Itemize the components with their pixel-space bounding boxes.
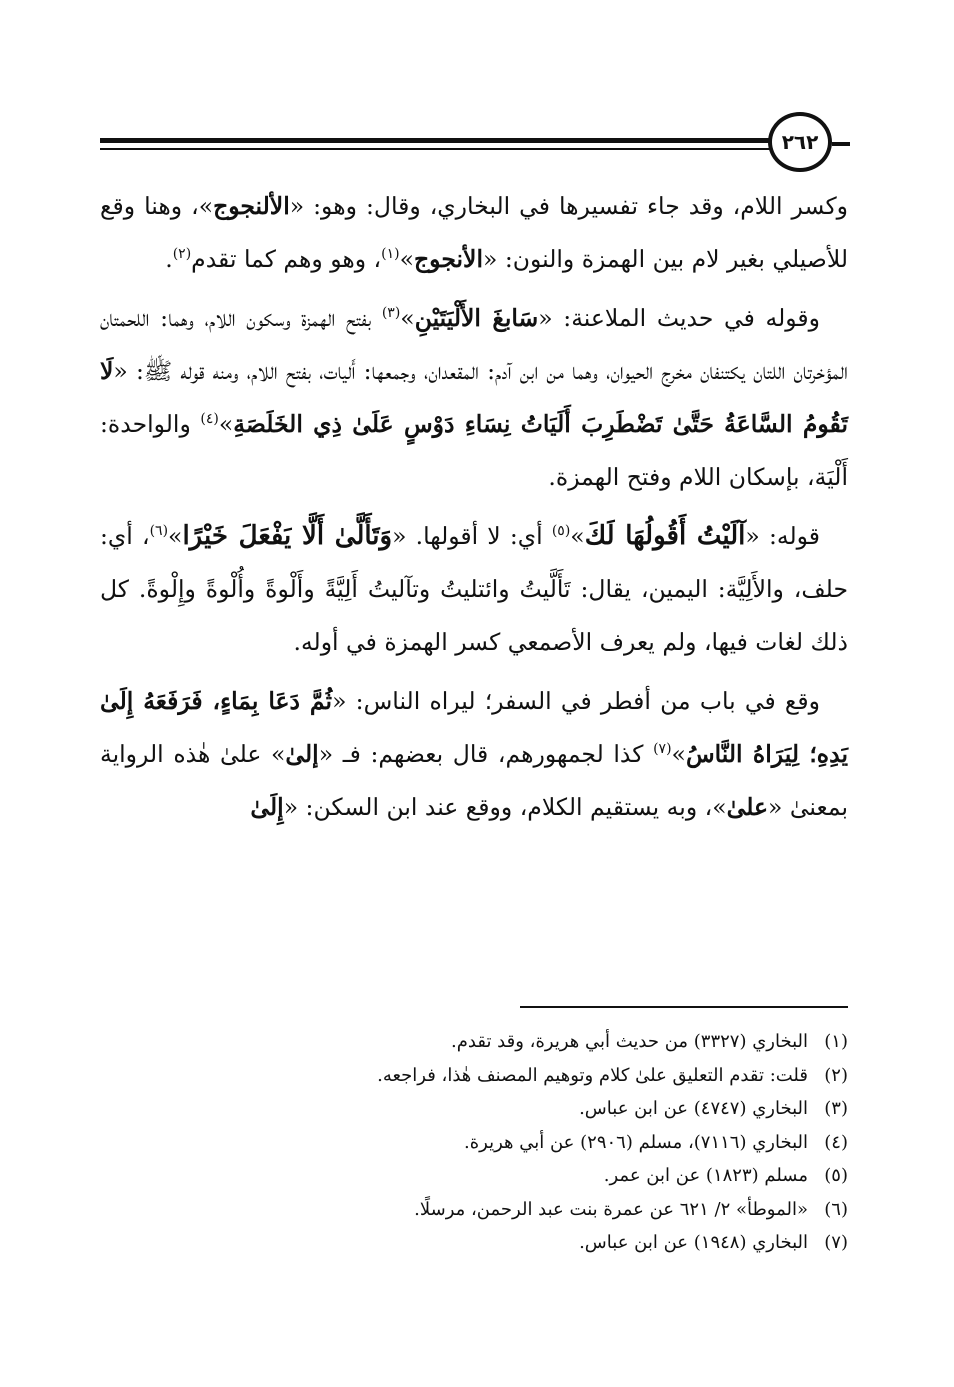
footnote-number: (٦) <box>824 1198 848 1220</box>
text-run: »، وبه يستقيم الكلام، ووقع عند ابن السكن: « <box>283 793 727 821</box>
footnote-text: البخاري (٣٣٢٧) من حديث أبي هريرة، وقد تقدم. <box>451 1031 808 1052</box>
footnote-text: مسلم (١٨٢٣) عن ابن عمر. <box>603 1165 808 1186</box>
text-run: » <box>570 522 585 550</box>
footnote-separator <box>520 1006 848 1008</box>
main-text <box>100 180 848 840</box>
text-run: أي: لا أقولها. « <box>392 522 552 550</box>
footnote-ref: (٣) <box>381 305 401 322</box>
header-rule-thick <box>100 138 770 143</box>
quoted-text: آلَيْتُ أَقُولُهَا لَكَ <box>584 521 746 551</box>
text-run: وكسر اللام، وقد جاء تفسيرها في البخاري، وقال: وهو: « <box>289 192 849 220</box>
text-run: كذا لجمهورهم، قال بعضهم: فـ « <box>318 740 654 768</box>
footnote-ref: (٢) <box>172 246 192 263</box>
quoted-text: سَابغَ الأَلْيَتَيْنِ <box>414 304 539 332</box>
paragraph <box>100 675 848 834</box>
page-number-badge <box>768 112 832 172</box>
paragraph <box>100 510 848 669</box>
footnote-item <box>100 1025 848 1059</box>
footnote-item <box>100 1092 848 1126</box>
text-run: ، أي: حلف، والأَلِيَّة: اليمين، يقال: تَأَلَّيتُ وائتليتُ وتآليتُ أَلِيَّةً وأَلْوةً وأُلْوةً وإِلْوةً. كل ذلك لغات فيها، ولم يعرف الأصمعي كسر الهمزة في أوله. <box>100 522 848 656</box>
quoted-text: وَتَأَلَّىٰ أَلَّا يَفْعَلَ خَيْرًا <box>182 521 393 551</box>
text-run: » <box>168 522 183 550</box>
footnote-item <box>100 1126 848 1160</box>
footnote-ref: (١) <box>381 246 400 263</box>
header-rule-right <box>832 142 850 146</box>
quoted-text: الألنجوج <box>213 192 290 220</box>
footnote-number: (٢) <box>824 1064 848 1086</box>
footnote-ref: (٦) <box>149 523 169 540</box>
footnote-item <box>100 1159 848 1193</box>
footnote-text: البخاري (٧١١٦)، مسلم (٢٩٠٦) عن أبي هريرة. <box>464 1131 808 1153</box>
text-run: » <box>399 245 415 273</box>
footnote-item <box>100 1226 848 1260</box>
quoted-text: إلىٰ <box>285 740 319 768</box>
text-run: » <box>671 740 686 768</box>
text-run: »، وهنا وقع للأصيلي بغير لام بين الهمزة والنون: « <box>100 192 848 273</box>
quoted-text: لَا تَقُومُ السَّاعَةُ حَتَّىٰ تَضْطَرِبَ أَلَيَاتُ نِسَاءِ دَوْسٍ عَلَىٰ ذِي الخَلَصَةِ <box>100 357 848 438</box>
quoted-text: علىٰ <box>726 793 768 821</box>
footnote-item <box>100 1059 848 1093</box>
footnote-text: قلت: تقدم التعليق علىٰ كلام وتوهيم المصنف هٰذا، فراجعه. <box>377 1064 808 1086</box>
text-run: قوله: « <box>745 522 820 550</box>
footnote-number: (٤) <box>824 1131 848 1153</box>
text-run: ، وهو وهم كما تقدم <box>191 245 382 273</box>
footnote-number: (٧) <box>824 1232 848 1253</box>
page-number: ٢٦٢ <box>781 130 819 154</box>
footnote-number: (٣) <box>824 1098 848 1119</box>
text-run: وقع في باب من أفطر في السفر؛ ليراه الناس: « <box>332 687 820 715</box>
text-run: والواحدة: أَلْيَة، بإسكان اللام وفتح الهمزة. <box>100 410 848 491</box>
paragraph <box>100 180 848 286</box>
footnote-text: البخاري (١٩٤٨) عن ابن عباس. <box>579 1232 808 1253</box>
footnote-text: «الموطأ» ٢/ ٦٢١ عن عمرة بنت عبد الرحمن، مرسلًا. <box>414 1198 808 1220</box>
quoted-text: إِلَىٰ <box>250 793 284 821</box>
footnote-number: (٥) <box>824 1165 848 1186</box>
footnote-ref: (٧) <box>653 741 672 758</box>
quoted-text: ثُمَّ دَعَا بِمَاءٍ، فَرَفَعَهُ إِلَىٰ يَدِهِ؛ لِيَرَاهُ النَّاسُ <box>100 687 848 768</box>
footnote-number: (١) <box>824 1031 848 1052</box>
footnote-item <box>100 1193 848 1227</box>
text-run: . <box>165 245 173 273</box>
page-header <box>100 112 850 182</box>
header-rule-thin <box>100 148 770 150</box>
text-run: بفتح الهمزة وسكون اللام، وهما: اللحمتان المؤخرتان اللتان يكتنفان مخرج الحيوان، وهما من ابن آدم: المقعدان، وجمعها: أَليات، بفتح اللام، ومنه قوله ﷺ: « <box>100 304 848 385</box>
footnote-ref: (٥) <box>551 523 571 540</box>
text-run: » علىٰ هٰذه الرواية بمعنىٰ « <box>100 740 848 821</box>
paragraph <box>100 292 848 504</box>
text-run: » <box>218 410 234 438</box>
text-run: » <box>400 304 415 332</box>
footnote-text: البخاري (٤٧٤٧) عن ابن عباس. <box>579 1098 808 1119</box>
footnote-ref: (٤) <box>200 411 219 428</box>
quoted-text: الأنجوج <box>414 245 483 273</box>
footnotes <box>100 1025 848 1260</box>
text-run: وقوله في حديث الملاعنة: « <box>538 304 821 332</box>
